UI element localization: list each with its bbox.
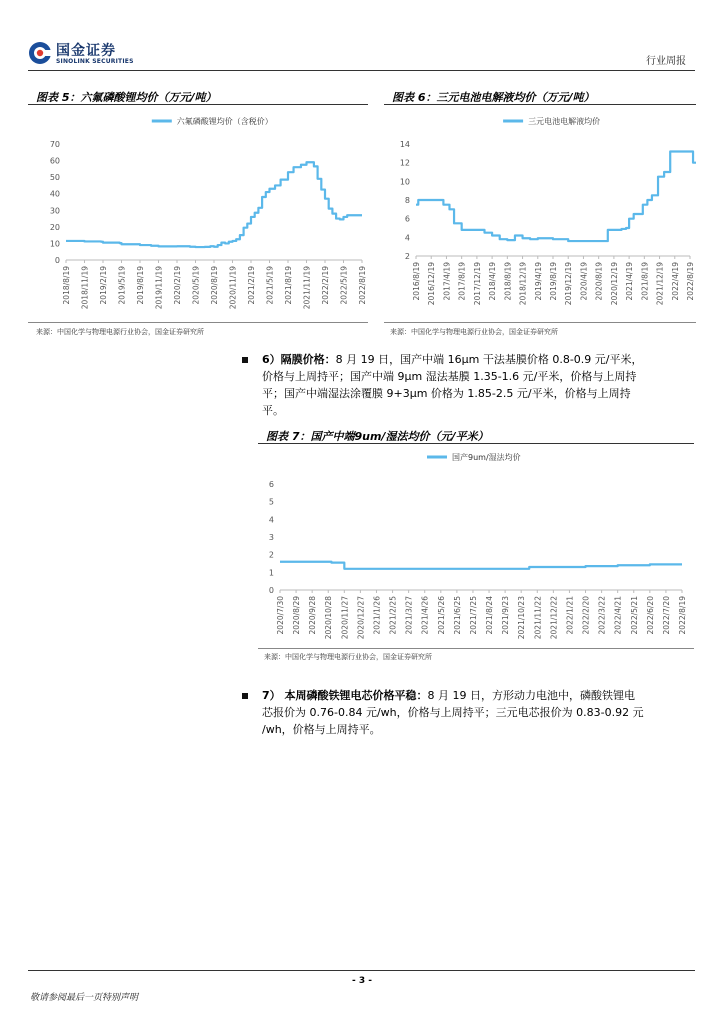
legend-label: 国产9um/湿法均价: [452, 453, 521, 462]
footer-rule: [28, 970, 695, 971]
figure-6-title-rule: [384, 104, 696, 105]
paragraph-separator-price: [262, 351, 692, 419]
x-tick-label: 2021/2/25: [388, 596, 398, 635]
x-tick-label: 2020/2/19: [173, 266, 182, 305]
page-number: - 3 -: [352, 976, 372, 986]
x-tick-label: 2019/11/19: [154, 266, 164, 310]
y-tick-label: 2: [268, 550, 274, 560]
x-tick-label: 2022/7/20: [661, 596, 671, 635]
legend-label: 六氟磷酸锂均价（含税价）: [176, 117, 273, 126]
x-tick-label: 2021/5/19: [265, 266, 275, 305]
x-tick-label: 2021/6/25: [452, 596, 462, 635]
x-tick-label: 2020/10/28: [324, 596, 334, 640]
x-tick-label: 2020/8/19: [210, 266, 219, 305]
y-tick-label: 6: [268, 480, 274, 489]
figure-5-chart: [28, 108, 368, 320]
figure-6-source-rule: [384, 322, 696, 323]
figure-5-title: 图表 5：六氟磷酸锂均价（万元/吨）: [36, 91, 217, 104]
bullet-marker: [242, 693, 248, 699]
y-tick-label: 30: [49, 206, 60, 216]
y-tick-label: 3: [268, 533, 274, 542]
y-tick-label: 70: [49, 140, 60, 149]
x-tick-label: 2018/8/19: [62, 266, 71, 305]
x-tick-label: 2021/5/26: [436, 596, 446, 635]
x-tick-label: 2020/11/19: [228, 266, 238, 310]
x-tick-label: 2021/4/19: [625, 262, 635, 301]
series-line: [416, 151, 696, 241]
figure-7-title-rule: [258, 443, 694, 444]
y-tick-label: 4: [404, 233, 410, 243]
x-tick-label: 2022/2/19: [321, 266, 330, 305]
disclaimer-note: 敬请参阅最后一页特别声明: [30, 993, 139, 1003]
x-tick-label: 2022/8/19: [686, 262, 695, 301]
figure-5-source-rule: [28, 322, 368, 323]
paragraph-6-line-2: 价格与上周持平；国产中端 9μm 湿法基膜 1.35-1.6 元/平米，价格与上周持: [262, 370, 637, 383]
x-tick-label: 2019/8/19: [136, 266, 145, 305]
x-tick-label: 2017/4/19: [442, 262, 452, 301]
x-tick-label: 2022/6/20: [645, 596, 655, 635]
y-tick-label: 5: [268, 497, 274, 507]
x-tick-label: 2018/8/19: [503, 262, 513, 301]
y-tick-label: 1: [268, 568, 274, 578]
y-tick-label: 50: [49, 173, 60, 183]
y-tick-label: 10: [399, 177, 410, 187]
x-tick-label: 2021/9/23: [501, 596, 511, 635]
paragraph-6-line-3: 平；国产中端湿法涂覆膜 9+3μm 价格为 1.85-2.5 元/平米，价格与上周持: [262, 387, 631, 400]
x-tick-label: 2022/8/19: [678, 596, 687, 635]
x-tick-label: 2021/12/22: [549, 596, 559, 640]
paragraph-6-line-1: 8 月 19 日，国产中端 16μm 干法基膜价格 0.8-0.9 元/平米，: [335, 353, 643, 366]
y-tick-label: 20: [49, 222, 60, 232]
x-tick-label: 2020/8/29: [292, 596, 302, 635]
x-tick-label: 2016/8/19: [412, 262, 421, 301]
figure-7-source-rule: [258, 648, 694, 649]
y-tick-label: 0: [54, 256, 60, 265]
x-tick-label: 2022/4/21: [613, 596, 623, 635]
y-tick-label: 2: [404, 252, 410, 261]
legend-label: 三元电池电解液均价: [528, 117, 601, 126]
x-tick-label: 2022/3/22: [597, 596, 607, 635]
x-tick-label: 2018/4/19: [488, 262, 498, 301]
x-tick-label: 2022/5/21: [629, 596, 639, 635]
x-tick-label: 2019/5/19: [117, 266, 127, 305]
figure-6-chart: [384, 108, 696, 320]
x-tick-label: 2021/11/19: [302, 266, 312, 310]
header-rule: [28, 70, 695, 71]
x-tick-label: 2020/8/19: [594, 262, 604, 301]
x-tick-label: 2020/12/27: [356, 596, 366, 640]
x-tick-label: 2020/7/30: [276, 596, 285, 635]
y-tick-label: 60: [49, 156, 60, 166]
x-tick-label: 2022/5/19: [339, 266, 349, 305]
x-tick-label: 2021/10/23: [517, 596, 527, 640]
x-tick-label: 2019/8/19: [549, 262, 558, 301]
figure-5-source: 来源：中国化学与物理电源行业协会，国金证券研究所: [36, 328, 204, 336]
paragraph-7-heading: 7） 本周磷酸铁锂电芯价格平稳：: [262, 689, 428, 702]
sinolink-logo-icon: [28, 41, 52, 65]
paragraph-cell-price: [262, 687, 692, 738]
x-tick-label: 2020/9/28: [308, 596, 318, 635]
y-tick-label: 14: [399, 140, 410, 149]
x-tick-label: 2018/12/19: [518, 262, 528, 306]
y-tick-label: 12: [399, 158, 410, 168]
paragraph-7-line-2: 芯报价为 0.76-0.84 元/wh，价格与上周持平；三元电芯报价为 0.83-0.92 元: [262, 706, 644, 719]
paragraph-7-line-1: 8 月 19 日，方形动力电池中，磷酸铁锂电: [427, 689, 635, 702]
paragraph-6-heading: 6）隔膜价格：: [262, 353, 336, 366]
x-tick-label: 2016/12/19: [427, 262, 437, 306]
bullet-marker: [242, 357, 248, 363]
x-tick-label: 2021/8/19: [640, 262, 650, 301]
paragraph-7-line-3: /wh，价格与上周持平。: [262, 723, 381, 736]
x-tick-label: 2022/4/19: [670, 262, 680, 301]
y-tick-label: 4: [268, 515, 274, 525]
brand-name-en: SINOLINK SECURITIES: [56, 58, 134, 65]
x-tick-label: 2021/11/22: [533, 596, 543, 640]
x-tick-label: 2019/4/19: [533, 262, 543, 301]
y-tick-label: 0: [268, 586, 274, 595]
figure-7-chart: [258, 446, 694, 646]
y-tick-label: 10: [49, 239, 60, 249]
x-tick-label: 2020/5/19: [191, 266, 201, 305]
y-tick-label: 40: [49, 189, 60, 199]
x-tick-label: 2020/11/27: [340, 596, 350, 640]
series-line: [66, 162, 362, 247]
x-tick-label: 2021/12/19: [655, 262, 665, 306]
x-tick-label: 2017/12/19: [472, 262, 482, 306]
brand-name-cn: 国金证券: [56, 43, 116, 59]
report-type: 行业周报: [646, 56, 686, 67]
x-tick-label: 2019/2/19: [99, 266, 108, 305]
x-tick-label: 2019/12/19: [564, 262, 574, 306]
figure-7-source: 来源：中国化学与物理电源行业协会，国金证券研究所: [264, 653, 432, 661]
x-tick-label: 2017/8/19: [457, 262, 467, 301]
y-tick-label: 8: [404, 196, 410, 205]
x-tick-label: 2022/8/19: [358, 266, 367, 305]
figure-7-title: 图表 7：国产中端9um/湿法均价（元/平米）: [266, 430, 489, 443]
x-tick-label: 2022/2/20: [581, 596, 591, 635]
series-line: [280, 562, 682, 569]
x-tick-label: 2021/1/26: [372, 596, 382, 635]
y-tick-label: 6: [404, 214, 410, 224]
x-tick-label: 2021/8/24: [485, 596, 495, 635]
brand-logo: [28, 40, 132, 68]
x-tick-label: 2020/12/19: [609, 262, 619, 306]
x-tick-label: 2021/2/19: [247, 266, 256, 305]
figure-6-source: 来源：中国化学与物理电源行业协会，国金证券研究所: [390, 328, 558, 336]
figure-6-title: 图表 6：三元电池电解液均价（万元/吨）: [392, 91, 595, 104]
x-tick-label: 2021/4/26: [420, 596, 430, 635]
paragraph-6-line-4: 平。: [262, 404, 284, 417]
x-tick-label: 2021/8/19: [284, 266, 293, 305]
x-tick-label: 2022/1/21: [565, 596, 575, 635]
figure-5-title-rule: [28, 104, 368, 105]
x-tick-label: 2018/11/19: [80, 266, 90, 310]
x-tick-label: 2020/4/19: [579, 262, 589, 301]
x-tick-label: 2021/3/27: [404, 596, 414, 635]
x-tick-label: 2021/7/25: [468, 596, 478, 635]
